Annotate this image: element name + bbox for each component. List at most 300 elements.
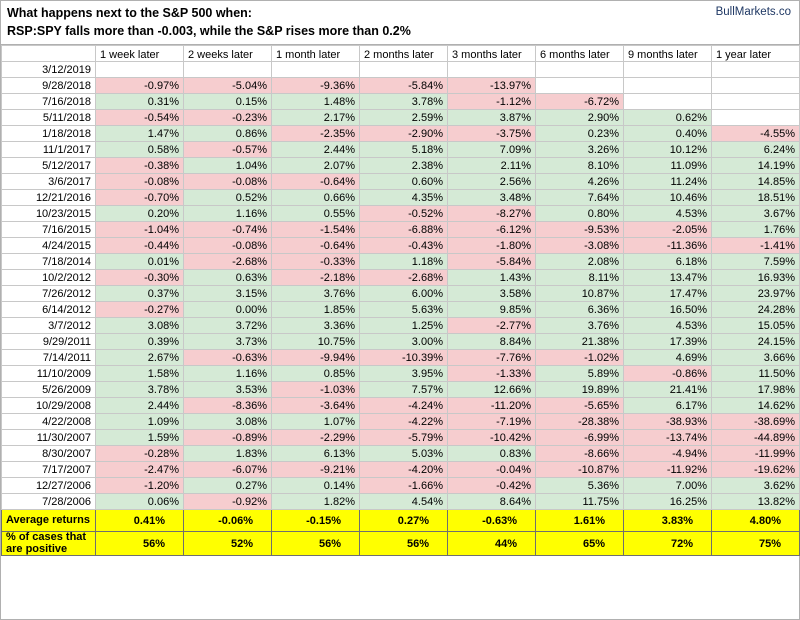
return-cell: -13.74% <box>624 430 712 446</box>
return-cell: 3.36% <box>272 318 360 334</box>
return-cell: -2.05% <box>624 222 712 238</box>
return-cell: 15.05% <box>712 318 800 334</box>
percent-positive-value: 56% <box>96 532 184 556</box>
return-cell: 0.23% <box>536 126 624 142</box>
return-cell: -1.66% <box>360 478 448 494</box>
return-cell: 24.28% <box>712 302 800 318</box>
table-row <box>2 478 800 494</box>
return-cell: 7.57% <box>360 382 448 398</box>
return-cell: 2.38% <box>360 158 448 174</box>
return-cell: 3.08% <box>184 414 272 430</box>
signal-date-cell: 11/1/2017 <box>2 142 96 158</box>
return-cell: -0.89% <box>184 430 272 446</box>
return-cell: -11.20% <box>448 398 536 414</box>
return-cell: 3.26% <box>536 142 624 158</box>
return-cell: -3.08% <box>536 238 624 254</box>
table-row <box>2 222 800 238</box>
return-cell: 14.19% <box>712 158 800 174</box>
return-cell: 3.66% <box>712 350 800 366</box>
return-cell: -4.20% <box>360 462 448 478</box>
return-cell: -7.19% <box>448 414 536 430</box>
return-cell: 0.58% <box>96 142 184 158</box>
table-row <box>2 238 800 254</box>
return-cell: 3.00% <box>360 334 448 350</box>
return-cell: -10.42% <box>448 430 536 446</box>
return-cell: 6.36% <box>536 302 624 318</box>
signal-date-cell: 4/22/2008 <box>2 414 96 430</box>
return-cell: -0.33% <box>272 254 360 270</box>
return-cell: 0.15% <box>184 94 272 110</box>
return-cell: 6.00% <box>360 286 448 302</box>
percent-positive-value: 56% <box>360 532 448 556</box>
return-cell: 6.18% <box>624 254 712 270</box>
return-cell: -0.08% <box>184 238 272 254</box>
return-cell: 5.89% <box>536 366 624 382</box>
return-cell: 0.14% <box>272 478 360 494</box>
return-cell: 1.48% <box>272 94 360 110</box>
return-cell: -4.22% <box>360 414 448 430</box>
signal-date-cell: 9/28/2018 <box>2 78 96 94</box>
column-header-6: 6 months later <box>536 46 624 62</box>
average-return-value: 3.83% <box>624 510 712 532</box>
table-row <box>2 494 800 510</box>
signal-date-cell: 10/29/2008 <box>2 398 96 414</box>
return-cell: -9.53% <box>536 222 624 238</box>
return-cell: -0.38% <box>96 158 184 174</box>
return-cell: -6.12% <box>448 222 536 238</box>
signal-date-cell: 12/21/2016 <box>2 190 96 206</box>
return-cell: -38.93% <box>624 414 712 430</box>
return-cell: 0.20% <box>96 206 184 222</box>
return-cell: 3.15% <box>184 286 272 302</box>
return-cell: 10.87% <box>536 286 624 302</box>
return-cell: 3.67% <box>712 206 800 222</box>
return-cell: 0.00% <box>184 302 272 318</box>
return-cell-empty <box>712 62 800 78</box>
brand-label: BullMarkets.co <box>715 6 791 18</box>
return-cell: 1.58% <box>96 366 184 382</box>
return-cell: 10.46% <box>624 190 712 206</box>
return-cell: -5.84% <box>360 78 448 94</box>
return-cell: -19.62% <box>712 462 800 478</box>
return-cell: 0.55% <box>272 206 360 222</box>
return-cell: 1.76% <box>712 222 800 238</box>
return-cell: 2.67% <box>96 350 184 366</box>
return-cell: -11.99% <box>712 446 800 462</box>
return-cell: -1.33% <box>448 366 536 382</box>
header <box>1 1 799 45</box>
average-return-value: -0.15% <box>272 510 360 532</box>
return-cell: 3.87% <box>448 110 536 126</box>
return-cell: 4.69% <box>624 350 712 366</box>
column-header-1: 1 week later <box>96 46 184 62</box>
table-row <box>2 398 800 414</box>
table-row <box>2 254 800 270</box>
return-cell: 3.95% <box>360 366 448 382</box>
return-cell: 1.09% <box>96 414 184 430</box>
average-return-value: -0.06% <box>184 510 272 532</box>
return-cell-empty <box>712 110 800 126</box>
percent-positive-value: 72% <box>624 532 712 556</box>
column-header-2: 2 weeks later <box>184 46 272 62</box>
return-cell: -4.24% <box>360 398 448 414</box>
return-cell: 0.06% <box>96 494 184 510</box>
return-cell: -6.07% <box>184 462 272 478</box>
table-row <box>2 158 800 174</box>
return-cell: 11.09% <box>624 158 712 174</box>
return-cell: -4.55% <box>712 126 800 142</box>
return-cell: -6.88% <box>360 222 448 238</box>
return-cell: -0.54% <box>96 110 184 126</box>
table-row <box>2 142 800 158</box>
return-cell: 3.76% <box>536 318 624 334</box>
return-cell: 6.17% <box>624 398 712 414</box>
signal-date-cell: 4/24/2015 <box>2 238 96 254</box>
return-cell: -0.64% <box>272 174 360 190</box>
return-cell: 21.38% <box>536 334 624 350</box>
table-header <box>2 46 800 62</box>
page-title-line-2: RSP:SPY falls more than -0.003, while the S&P rises more than 0.2% <box>7 24 411 38</box>
return-cell: 10.75% <box>272 334 360 350</box>
return-cell: -10.39% <box>360 350 448 366</box>
return-cell: -0.42% <box>448 478 536 494</box>
return-cell: -2.47% <box>96 462 184 478</box>
signal-date-cell: 7/26/2012 <box>2 286 96 302</box>
return-cell: -0.43% <box>360 238 448 254</box>
return-cell: 1.16% <box>184 366 272 382</box>
return-cell: 1.47% <box>96 126 184 142</box>
table-row <box>2 318 800 334</box>
returns-table <box>1 45 800 556</box>
signal-date-cell: 11/10/2009 <box>2 366 96 382</box>
return-cell: -7.76% <box>448 350 536 366</box>
return-cell: -0.70% <box>96 190 184 206</box>
return-cell: 12.66% <box>448 382 536 398</box>
return-cell: 8.64% <box>448 494 536 510</box>
return-cell: 1.83% <box>184 446 272 462</box>
return-cell: 0.63% <box>184 270 272 286</box>
return-cell: 1.59% <box>96 430 184 446</box>
return-cell: 0.39% <box>96 334 184 350</box>
table-row <box>2 190 800 206</box>
return-cell: 0.62% <box>624 110 712 126</box>
percent-positive-label: % of cases that are positive <box>2 532 96 556</box>
return-cell: -1.41% <box>712 238 800 254</box>
signal-date-cell: 7/14/2011 <box>2 350 96 366</box>
return-cell: 5.18% <box>360 142 448 158</box>
return-cell: 0.60% <box>360 174 448 190</box>
signal-date-cell: 7/18/2014 <box>2 254 96 270</box>
return-cell: -0.23% <box>184 110 272 126</box>
table-row <box>2 462 800 478</box>
return-cell: 4.35% <box>360 190 448 206</box>
return-cell: 6.13% <box>272 446 360 462</box>
return-cell: 2.59% <box>360 110 448 126</box>
return-cell: 1.16% <box>184 206 272 222</box>
return-cell: -4.94% <box>624 446 712 462</box>
return-cell: -11.92% <box>624 462 712 478</box>
return-cell: -9.36% <box>272 78 360 94</box>
return-cell: 0.31% <box>96 94 184 110</box>
return-cell: -8.36% <box>184 398 272 414</box>
return-cell: 4.53% <box>624 206 712 222</box>
return-cell: -10.87% <box>536 462 624 478</box>
return-cell: 10.12% <box>624 142 712 158</box>
average-return-value: 4.80% <box>712 510 800 532</box>
return-cell: 0.52% <box>184 190 272 206</box>
return-cell: 1.25% <box>360 318 448 334</box>
return-cell: -0.97% <box>96 78 184 94</box>
table-row <box>2 62 800 78</box>
return-cell: 0.40% <box>624 126 712 142</box>
percent-positive-row <box>2 532 800 556</box>
return-cell: 21.41% <box>624 382 712 398</box>
return-cell: -0.63% <box>184 350 272 366</box>
signal-date-cell: 1/18/2018 <box>2 126 96 142</box>
table-row <box>2 414 800 430</box>
average-returns-label: Average returns <box>2 510 96 532</box>
return-cell: -8.66% <box>536 446 624 462</box>
return-cell: 2.44% <box>272 142 360 158</box>
return-cell: -0.08% <box>96 174 184 190</box>
return-cell: 17.98% <box>712 382 800 398</box>
return-cell: 13.47% <box>624 270 712 286</box>
return-cell: -0.57% <box>184 142 272 158</box>
table-row <box>2 94 800 110</box>
signal-date-cell: 8/30/2007 <box>2 446 96 462</box>
return-cell: -2.90% <box>360 126 448 142</box>
table-row <box>2 382 800 398</box>
return-cell: 2.90% <box>536 110 624 126</box>
return-cell-empty <box>624 62 712 78</box>
table-row <box>2 430 800 446</box>
column-header-4: 2 months later <box>360 46 448 62</box>
table-row <box>2 302 800 318</box>
return-cell: 0.66% <box>272 190 360 206</box>
table-row <box>2 174 800 190</box>
return-cell: 13.82% <box>712 494 800 510</box>
return-cell: -0.30% <box>96 270 184 286</box>
percent-positive-value: 65% <box>536 532 624 556</box>
return-cell: 18.51% <box>712 190 800 206</box>
return-cell: 3.78% <box>360 94 448 110</box>
return-cell-empty <box>448 62 536 78</box>
return-cell: 3.76% <box>272 286 360 302</box>
return-cell: 0.86% <box>184 126 272 142</box>
return-cell: 11.24% <box>624 174 712 190</box>
return-cell: -44.89% <box>712 430 800 446</box>
return-cell: -2.77% <box>448 318 536 334</box>
column-header-date <box>2 46 96 62</box>
return-cell: 1.85% <box>272 302 360 318</box>
return-cell: 19.89% <box>536 382 624 398</box>
percent-positive-value: 56% <box>272 532 360 556</box>
return-cell: -2.18% <box>272 270 360 286</box>
return-cell: 0.27% <box>184 478 272 494</box>
column-header-3: 1 month later <box>272 46 360 62</box>
return-cell-empty <box>360 62 448 78</box>
signal-date-cell: 7/17/2007 <box>2 462 96 478</box>
signal-date-cell: 5/12/2017 <box>2 158 96 174</box>
average-return-value: 1.61% <box>536 510 624 532</box>
percent-positive-value: 75% <box>712 532 800 556</box>
return-cell: 1.04% <box>184 158 272 174</box>
return-cell: 7.59% <box>712 254 800 270</box>
return-cell: 3.48% <box>448 190 536 206</box>
return-cell: -13.97% <box>448 78 536 94</box>
return-cell: 0.85% <box>272 366 360 382</box>
table-header-row <box>2 46 800 62</box>
signal-date-cell: 12/27/2006 <box>2 478 96 494</box>
signal-date-cell: 9/29/2011 <box>2 334 96 350</box>
signal-date-cell: 7/16/2015 <box>2 222 96 238</box>
table-row <box>2 366 800 382</box>
average-return-value: 0.41% <box>96 510 184 532</box>
return-cell: 8.11% <box>536 270 624 286</box>
return-cell: 8.84% <box>448 334 536 350</box>
signal-date-cell: 5/26/2009 <box>2 382 96 398</box>
signal-date-cell: 11/30/2007 <box>2 430 96 446</box>
page-title-line-1: What happens next to the S&P 500 when: <box>7 6 252 20</box>
return-cell: -38.69% <box>712 414 800 430</box>
return-cell: -1.20% <box>96 478 184 494</box>
return-cell: 3.58% <box>448 286 536 302</box>
return-cell: 3.53% <box>184 382 272 398</box>
return-cell: -1.54% <box>272 222 360 238</box>
return-cell-empty <box>712 78 800 94</box>
table-row <box>2 270 800 286</box>
return-cell: -0.52% <box>360 206 448 222</box>
return-cell: 5.03% <box>360 446 448 462</box>
return-cell: 2.08% <box>536 254 624 270</box>
return-cell: -0.44% <box>96 238 184 254</box>
return-cell: 3.62% <box>712 478 800 494</box>
return-cell: 2.11% <box>448 158 536 174</box>
average-return-value: -0.63% <box>448 510 536 532</box>
return-cell: 14.85% <box>712 174 800 190</box>
return-cell: -3.75% <box>448 126 536 142</box>
return-cell: 11.75% <box>536 494 624 510</box>
table-row <box>2 206 800 222</box>
table-row <box>2 126 800 142</box>
return-cell: 2.17% <box>272 110 360 126</box>
return-cell: -1.80% <box>448 238 536 254</box>
return-cell: 7.09% <box>448 142 536 158</box>
return-cell: -1.12% <box>448 94 536 110</box>
signal-date-cell: 3/7/2012 <box>2 318 96 334</box>
return-cell: -3.64% <box>272 398 360 414</box>
return-cell: -9.94% <box>272 350 360 366</box>
return-cell-empty <box>272 62 360 78</box>
return-cell: -6.99% <box>536 430 624 446</box>
column-header-5: 3 months later <box>448 46 536 62</box>
return-cell: -1.04% <box>96 222 184 238</box>
signal-date-cell: 3/12/2019 <box>2 62 96 78</box>
return-cell: -5.65% <box>536 398 624 414</box>
return-cell: 4.26% <box>536 174 624 190</box>
return-cell: 3.08% <box>96 318 184 334</box>
return-cell: 17.47% <box>624 286 712 302</box>
return-cell-empty <box>536 62 624 78</box>
average-return-value: 0.27% <box>360 510 448 532</box>
return-cell: 6.24% <box>712 142 800 158</box>
return-cell: -0.74% <box>184 222 272 238</box>
return-cell-empty <box>184 62 272 78</box>
return-cell-empty <box>712 94 800 110</box>
signal-date-cell: 7/28/2006 <box>2 494 96 510</box>
return-cell: -0.28% <box>96 446 184 462</box>
column-header-7: 9 months later <box>624 46 712 62</box>
return-cell: -0.27% <box>96 302 184 318</box>
return-cell: 14.62% <box>712 398 800 414</box>
return-cell: 2.56% <box>448 174 536 190</box>
return-cell: -11.36% <box>624 238 712 254</box>
return-cell: 24.15% <box>712 334 800 350</box>
table-row <box>2 350 800 366</box>
signal-date-cell: 10/23/2015 <box>2 206 96 222</box>
return-cell: 1.18% <box>360 254 448 270</box>
return-cell: 4.54% <box>360 494 448 510</box>
return-cell: -1.03% <box>272 382 360 398</box>
signal-date-cell: 3/6/2017 <box>2 174 96 190</box>
table-footer <box>2 510 800 556</box>
return-cell: 16.93% <box>712 270 800 286</box>
return-cell: -28.38% <box>536 414 624 430</box>
signal-date-cell: 10/2/2012 <box>2 270 96 286</box>
return-cell: -5.04% <box>184 78 272 94</box>
signal-date-cell: 6/14/2012 <box>2 302 96 318</box>
return-cell: 3.73% <box>184 334 272 350</box>
return-cell: 17.39% <box>624 334 712 350</box>
return-cell: -0.08% <box>184 174 272 190</box>
return-cell-empty <box>624 78 712 94</box>
percent-positive-value: 52% <box>184 532 272 556</box>
percent-positive-value: 44% <box>448 532 536 556</box>
return-cell: 4.53% <box>624 318 712 334</box>
table-row <box>2 286 800 302</box>
return-cell: 0.01% <box>96 254 184 270</box>
return-cell: -1.02% <box>536 350 624 366</box>
return-cell: 3.72% <box>184 318 272 334</box>
average-returns-row <box>2 510 800 532</box>
return-cell: 1.07% <box>272 414 360 430</box>
return-cell: -0.64% <box>272 238 360 254</box>
return-cell: 7.00% <box>624 478 712 494</box>
return-cell: 5.36% <box>536 478 624 494</box>
signal-date-cell: 5/11/2018 <box>2 110 96 126</box>
return-cell-empty <box>624 94 712 110</box>
return-cell: 16.25% <box>624 494 712 510</box>
return-cell: -5.84% <box>448 254 536 270</box>
table-row <box>2 110 800 126</box>
signal-date-cell: 7/16/2018 <box>2 94 96 110</box>
column-header-8: 1 year later <box>712 46 800 62</box>
table-body <box>2 62 800 510</box>
return-cell: -8.27% <box>448 206 536 222</box>
return-cell: 23.97% <box>712 286 800 302</box>
return-cell: -0.04% <box>448 462 536 478</box>
return-cell: 2.44% <box>96 398 184 414</box>
return-cell: -6.72% <box>536 94 624 110</box>
return-cell: 1.43% <box>448 270 536 286</box>
return-cell: 0.83% <box>448 446 536 462</box>
return-cell-empty <box>536 78 624 94</box>
return-cell: -2.35% <box>272 126 360 142</box>
return-cell: -9.21% <box>272 462 360 478</box>
return-cell: 11.50% <box>712 366 800 382</box>
return-cell: 7.64% <box>536 190 624 206</box>
return-cell-empty <box>96 62 184 78</box>
